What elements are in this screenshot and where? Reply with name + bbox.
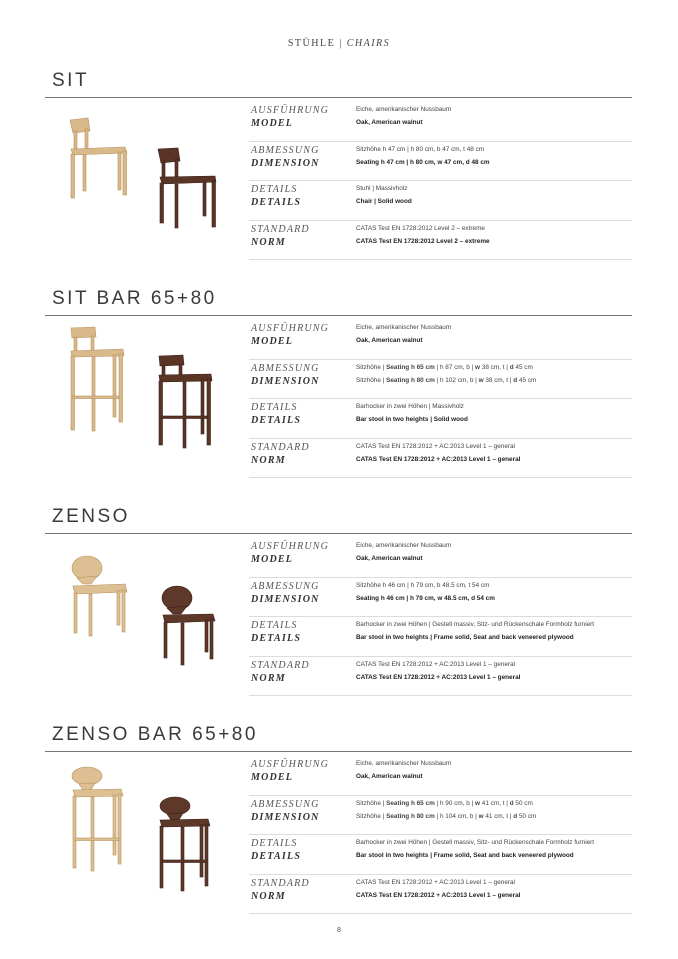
value-de: Eiche, amerikanischer Nussbaum xyxy=(356,106,452,113)
label-de: STANDARD xyxy=(251,659,310,671)
label-de: DETAILS xyxy=(251,620,298,631)
value-de: Barhocker in zwei Höhen | Gestell massiv, Sitz- und Rückenschale Formholz furniert xyxy=(356,621,595,628)
spec-row-dimension xyxy=(249,360,632,400)
label-de: STANDARD xyxy=(251,223,310,235)
section-title: SIT BAR 65+80 xyxy=(52,288,217,309)
label-en: NORM xyxy=(251,672,286,684)
label-de: ABMESSUNG xyxy=(251,798,320,810)
value-en: Oak, American walnut xyxy=(356,119,423,126)
label-de: AUSFÜHRUNG xyxy=(251,759,330,770)
label-de: AUSFÜHRUNG xyxy=(251,105,330,116)
value-en: Oak, American walnut xyxy=(356,337,423,344)
label-de: AUSFÜHRUNG xyxy=(251,323,330,334)
value-de: CATAS Test EN 1728:2012 + AC:2013 Level 1 – general xyxy=(356,660,515,668)
label-en: DETAILS xyxy=(251,851,302,862)
zenso-bar-stool-walnut-image xyxy=(155,796,215,896)
label-de: ABMESSUNG xyxy=(251,362,320,374)
value-en: Bar stool in two heights | Frame solid, Seat and back veneered plywood xyxy=(356,634,574,641)
value-dimension-80: Sitzhöhe | Seating h 80 cm | h 104 cm, b | w 41 cm, t | d 50 cm xyxy=(356,812,537,820)
label-en: DETAILS xyxy=(251,197,302,208)
label-en: DETAILS xyxy=(251,633,302,644)
header-separator: | xyxy=(339,38,343,49)
value-en: Oak, American walnut xyxy=(356,773,423,780)
section-divider xyxy=(45,315,632,316)
label-en: MODEL xyxy=(251,118,294,129)
value-de: Barhocker in zwei Höhen | Gestell massiv, Sitz- und Rückenschale Formholz furniert xyxy=(356,839,595,846)
section-divider xyxy=(45,97,632,98)
sit-bar-stool-oak-image xyxy=(65,326,127,436)
spec-row-details xyxy=(249,181,632,221)
value-en: Oak, American walnut xyxy=(356,555,423,562)
value-dimension-65: Sitzhöhe | Seating h 65 cm | h 87 cm, b | w 38 cm, t | d 45 cm xyxy=(356,363,533,371)
value-de: Eiche, amerikanischer Nussbaum xyxy=(356,542,452,549)
spec-row-dimension xyxy=(249,578,632,618)
section-title: ZENSO xyxy=(52,506,130,527)
value-en: Bar stool in two heights | Solid wood xyxy=(356,416,468,423)
label-de: DETAILS xyxy=(251,402,298,413)
label-en: MODEL xyxy=(251,772,294,783)
section-sit xyxy=(45,70,632,260)
label-de: DETAILS xyxy=(251,838,298,849)
label-en: NORM xyxy=(251,454,286,466)
spec-row-norm xyxy=(249,657,632,697)
header-de: STÜHLE xyxy=(287,38,336,49)
spec-row-model xyxy=(249,756,632,796)
value-en: CATAS Test EN 1728:2012 Level 2 – extreme xyxy=(356,237,490,245)
section-divider xyxy=(45,751,632,752)
spec-row-model xyxy=(249,102,632,142)
value-de: Sitzhöhe h 46 cm | h 79 cm, b 48.5 cm, t 54 cm xyxy=(356,581,490,589)
zenso-chair-oak-image xyxy=(67,554,131,644)
value-dimension-80: Sitzhöhe | Seating h 80 cm | h 102 cm, b | w 38 cm, t | d 45 cm xyxy=(356,376,537,384)
value-dimension-65: Sitzhöhe | Seating h 65 cm | h 90 cm, b | w 41 cm, t | d 50 cm xyxy=(356,799,533,807)
value-en: CATAS Test EN 1728:2012 + AC:2013 Level 1 – general xyxy=(356,455,521,463)
page-number: 8 xyxy=(337,927,341,934)
value-en: Seating h 46 cm | h 79 cm, w 48.5 cm, d 54 cm xyxy=(356,594,495,602)
spec-table xyxy=(249,320,632,478)
spec-table xyxy=(249,538,632,696)
label-en: DETAILS xyxy=(251,415,302,426)
spec-table xyxy=(249,102,632,260)
label-en: NORM xyxy=(251,890,286,902)
label-de: STANDARD xyxy=(251,877,310,889)
label-en: NORM xyxy=(251,236,286,248)
spec-row-details xyxy=(249,835,632,875)
label-en: DIMENSION xyxy=(251,811,320,823)
section-zenso xyxy=(45,506,632,696)
value-en: CATAS Test EN 1728:2012 + AC:2013 Level 1 – general xyxy=(356,673,521,681)
label-de: AUSFÜHRUNG xyxy=(251,541,330,552)
page-header xyxy=(0,38,678,49)
spec-table xyxy=(249,756,632,914)
label-de: DETAILS xyxy=(251,184,298,195)
value-de: Sitzhöhe h 47 cm | h 80 cm, b 47 cm, t 48 cm xyxy=(356,145,485,153)
label-en: DIMENSION xyxy=(251,157,320,169)
value-de: CATAS Test EN 1728:2012 + AC:2013 Level 1 – general xyxy=(356,878,515,886)
label-de: ABMESSUNG xyxy=(251,144,320,156)
label-en: MODEL xyxy=(251,554,294,565)
spec-row-norm xyxy=(249,221,632,261)
value-en: Seating h 47 cm | h 80 cm, w 47 cm, d 48 cm xyxy=(356,158,490,166)
sit-chair-oak-image xyxy=(63,115,133,205)
value-de: Eiche, amerikanischer Nussbaum xyxy=(356,760,452,767)
label-en: MODEL xyxy=(251,336,294,347)
section-title: ZENSO BAR 65+80 xyxy=(52,724,258,745)
value-de: Eiche, amerikanischer Nussbaum xyxy=(356,324,452,331)
section-sit-bar xyxy=(45,288,632,478)
label-de: ABMESSUNG xyxy=(251,580,320,592)
label-en: DIMENSION xyxy=(251,593,320,605)
spec-row-model xyxy=(249,320,632,360)
spec-row-norm xyxy=(249,439,632,479)
value-en: Bar stool in two heights | Frame solid, Seat and back veneered plywood xyxy=(356,852,574,859)
section-zenso-bar xyxy=(45,724,632,914)
value-de: Barhocker in zwei Höhen | Massivholz xyxy=(356,403,464,410)
value-de: Stuhl | Massivholz xyxy=(356,185,408,192)
spec-row-dimension xyxy=(249,796,632,836)
spec-row-details xyxy=(249,399,632,439)
section-divider xyxy=(45,533,632,534)
spec-row-dimension xyxy=(249,142,632,182)
value-de: CATAS Test EN 1728:2012 Level 2 – extreme xyxy=(356,224,485,232)
value-en: CATAS Test EN 1728:2012 + AC:2013 Level 1 – general xyxy=(356,891,521,899)
sit-bar-stool-walnut-image xyxy=(155,354,217,454)
label-en: DIMENSION xyxy=(251,375,320,387)
spec-row-norm xyxy=(249,875,632,915)
value-de: CATAS Test EN 1728:2012 + AC:2013 Level 1 – general xyxy=(356,442,515,450)
spec-row-model xyxy=(249,538,632,578)
zenso-chair-walnut-image xyxy=(157,584,221,674)
value-en: Chair | Solid wood xyxy=(356,198,412,205)
sit-chair-walnut-image xyxy=(153,145,223,235)
header-en: CHAIRS xyxy=(346,38,391,49)
label-de: STANDARD xyxy=(251,441,310,453)
section-title: SIT xyxy=(52,70,90,91)
spec-row-details xyxy=(249,617,632,657)
zenso-bar-stool-oak-image xyxy=(67,766,127,876)
